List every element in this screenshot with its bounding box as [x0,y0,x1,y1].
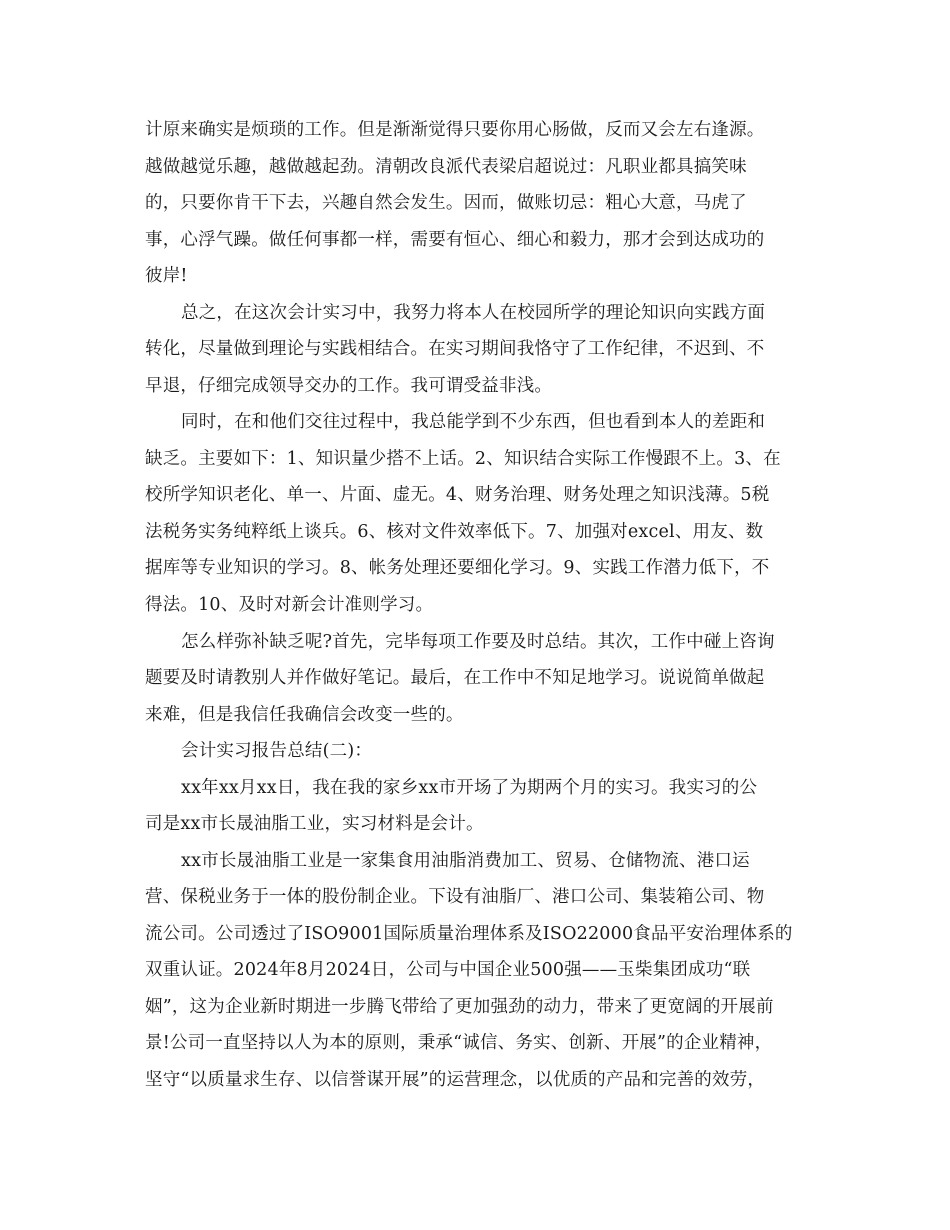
text-line: 缺乏。主要如下：1、知识量少搭不上话。2、知识结合实际工作慢跟不上。3、在 [145,449,781,469]
text-line: 营、保税业务于一体的股份制企业。下设有油脂厂、港口公司、集装箱公司、物 [145,887,765,907]
paragraph-first-line: 总之，在这次会计实习中，我努力将本人在校园所学的理论知识向实践方面 [181,303,766,323]
paragraph-first-line: xx市长晟油脂工业是一家集食用油脂消费加工、贸易、仓储物流、港口运 [181,851,750,871]
text-line: 校所学知识老化、单一、片面、虚无。4、财务治理、财务处理之知识浅薄。5税 [145,485,770,505]
text-line: 题要及时请教别人并作做好笔记。最后，在工作中不知足地学习。说说简单做起 [145,668,765,688]
text-line: 的，只要你肯干下去，兴趣自然会发生。因而，做账切忌：粗心大意，马虎了 [145,193,747,213]
text-line: 双重认证。2024年8月2024日，公司与中国企业500强——玉柴集团成功“联 [145,960,751,980]
text-line: 来难，但是我信任我确信会改变一些的。 [145,705,464,725]
text-line: 坚守“以质量求生存、以信誉谋开展”的运营理念，以优质的产品和完善的效劳， [145,1070,766,1090]
text-line: 得法。10、及时对新会计准则学习。 [145,595,434,615]
paragraph-first-line: xx年xx月xx日，我在我的家乡xx市开场了为期两个月的实习。我实习的公 [181,778,758,798]
text-line: 据库等专业知识的学习。8、帐务处理还要细化学习。9、实践工作潜力低下，不 [145,558,770,578]
text-line: 彼岸! [145,266,188,286]
text-line: 早退，仔细完成领导交办的工作。我可谓受益非浅。 [145,376,553,396]
text-line: 事，心浮气躁。做任何事都一样，需要有恒心、细心和毅力，那才会到达成功的 [145,230,765,250]
text-line: 转化，尽量做到理论与实践相结合。在实习期间我恪守了工作纪律，不迟到、不 [145,339,765,359]
text-line: 流公司。公司透过了ISO9001国际质量治理体系及ISO22000食品平安治理体系的 [145,924,793,944]
paragraph-first-line: 同时，在和他们交往过程中，我总能学到不少东西，但也看到本人的差距和 [181,412,766,432]
text-line: 越做越觉乐趣，越做越起劲。清朝改良派代表梁启超说过：凡职业都具搞笑味 [145,157,747,177]
text-line: 姻”，这为企业新时期进一步腾飞带给了更加强劲的动力，带来了更宽阔的开展前 [145,997,774,1017]
text-line: 景!公司一直坚持以人为本的原则，秉承“诚信、务实、创新、开展”的企业精神， [145,1033,773,1053]
paragraph-first-line: 怎么样弥补缺乏呢?首先，完毕每项工作要及时总结。其次，工作中碰上咨询 [181,632,775,652]
section-heading: 会计实习报告总结(二)： [181,741,373,761]
text-line: 法税务实务纯粹纸上谈兵。6、核对文件效率低下。7、加强对excel、用友、数 [145,522,764,542]
text-line: 计原来确实是烦琐的工作。但是渐渐觉得只要你用心肠做，反而又会左右逢源。 [145,120,765,140]
text-line: 司是xx市长晟油脂工业，实习材料是会计。 [145,814,484,834]
